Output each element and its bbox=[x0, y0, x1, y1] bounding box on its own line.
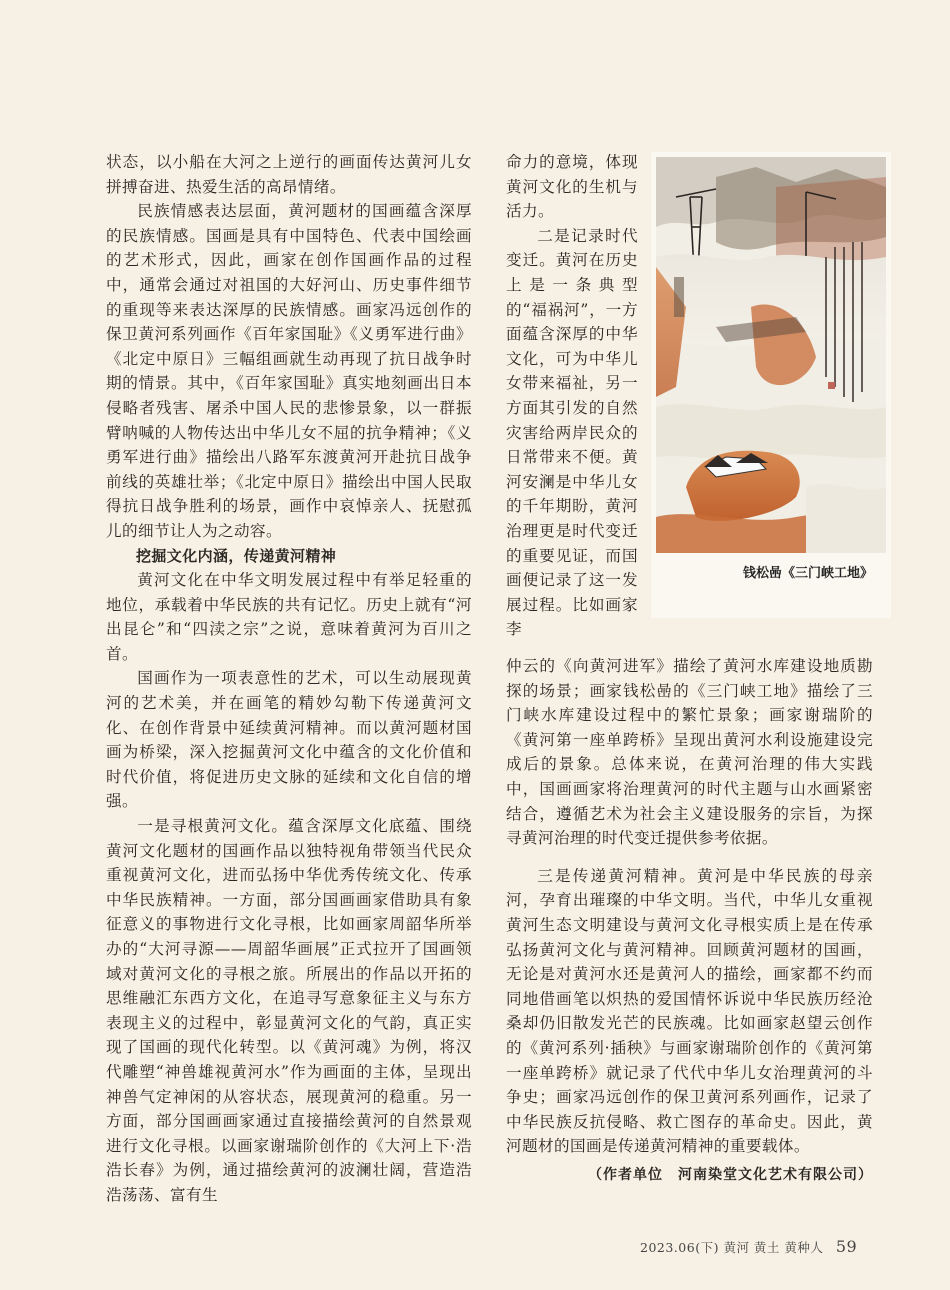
right-column-full bbox=[506, 654, 873, 1187]
painting-image bbox=[656, 157, 886, 553]
issue-date: 2023.06(下) bbox=[640, 1240, 719, 1255]
figure-caption: 钱松喦《三门峡工地》 bbox=[742, 566, 873, 581]
paragraph: 国画作为一项表意性的艺术，可以生动展现黄河的艺术美，并在画笔的精妙勾勒下传递黄河文化、在创作背景中延续黄河精神。而以黄河题材国画为桥梁，深入挖掘黄河文化中蕴含的文化价值和时代价值，将促进历史文脉的延续和文化自信的增强。 bbox=[106, 669, 472, 811]
paragraph: 一是寻根黄河文化。蕴含深厚文化底蕴、围绕黄河文化题材的国画作品以独特视角带领当代民众重视黄河文化，进而弘扬中华优秀传统文化、传承中华民族精神。一方面，部分国画画家借助具有象征意义的事物进行文化寻根，比如画家周韶华所举办的“大河寻源——周韶华画展”正式拉开了国画领域对黄河文化的寻根之旅。所展出的作品以开拓的思维融汇东西方文化，在追寻写意象征主义与东方表现主义的过程中，彰显黄河文化的气韵，真正实现了国画的现代化转型。以《黄河魂》为例，将汉代雕塑“神兽雄视黄河水”作为画面的主体，呈现出神兽气定神闲的从容状态，展现黄河的稳重。另一方面，部分国画画家通过直接描绘黄河的自然景观进行文化寻根。以画家谢瑞阶创作的《大河上下·浩浩长春》为例，通过描绘黄河的波澜壮阔，营造浩浩荡荡、富有生 bbox=[106, 817, 472, 1204]
author-affiliation: （作者单位 河南染堂文化艺术有限公司） bbox=[588, 1166, 873, 1183]
section-heading: 挖掘文化内涵，传递黄河精神 bbox=[136, 546, 337, 565]
figure bbox=[651, 152, 891, 618]
paragraph: 状态，以小船在大河之上逆行的画面传达黄河儿女拼搏奋进、热爱生活的高昂情绪。 bbox=[106, 153, 472, 196]
paragraph: 命力的意境，体现黄河文化的生机与活力。 bbox=[506, 153, 638, 221]
left-column bbox=[106, 150, 472, 1208]
paragraph: 二是记录时代变迁。黄河在历史上是一条典型的“福祸河”，一方面蕴含深厚的中华文化，可为中华儿女带来福祉，另一方面其引发的自然灾害给两岸民众的日常带来不便。黄河安澜是中华儿女的千年期盼，黄河治理更是时代变迁的重要见证，而国画便记录了这一发展过程。比如画家李 bbox=[506, 226, 638, 639]
paragraph: 民族情感表达层面，黄河题材的国画蕴含深厚的民族情感。国画是具有中国特色、代表中国绘画的艺术形式，因此，画家在创作国画作品的过程中，通常会通过对祖国的大好河山、历史事件细节的重现等来表达深厚的民族情感。画家冯远创作的保卫黄河系列画作《百年家国耻》《义勇军进行曲》《北定中原日》三幅组画就生动再现了抗日战争时期的情景。其中，《百年家国耻》真实地刻画出日本侵略者残害、屠杀中国人民的悲惨景象，以一群振臂呐喊的人物传达出中华儿女不屈的抗争精神；《义勇军进行曲》描绘出八路军东渡黄河开赴抗日战争前线的英雄壮举；《北定中原日》描绘出中国人民取得抗日战争胜利的场景，画作中哀悼亲人、抚慰孤儿的细节让人为之动容。 bbox=[106, 202, 472, 540]
right-column-narrow bbox=[506, 150, 638, 642]
page-footer bbox=[640, 1237, 857, 1256]
paragraph: 三是传递黄河精神。黄河是中华民族的母亲河，孕育出璀璨的中华文明。当代，中华儿女重视黄河生态文明建设与黄河文化寻根实质上是在传承弘扬黄河文化与黄河精神。回顾黄河题材的国画，无论是对黄河水还是黄河人的描绘，画家都不约而同地借画笔以炽热的爱国情怀诉说中华民族历经沧桑却仍旧散发光芒的民族魂。比如画家赵望云创作的《黄河系列·插秧》与画家谢瑞阶创作的《黄河第一座单跨桥》就记录了代代中华儿女治理黄河的斗争史；画家冯远创作的保卫黄河系列画作，记录了中华民族反抗侵略、救亡图存的革命史。因此，黄河题材的国画是传递黄河精神的重要载体。 bbox=[506, 866, 873, 1156]
magazine-name: 黄河 黄土 黄种人 bbox=[723, 1240, 824, 1255]
paragraph: 仲云的《向黄河进军》描绘了黄河水库建设地质勘探的场景；画家钱松喦的《三门峡工地》描绘了三门峡水库建设过程中的繁忙景象；画家谢瑞阶的《黄河第一座单跨桥》呈现出黄河水利设施建设完成后的景象。总体来说，在黄河治理的伟大实践中，国画画家将治理黄河的时代主题与山水画紧密结合，遵循艺术为社会主义建设服务的宗旨，为探寻黄河治理的时代变迁提供参考依据。 bbox=[506, 657, 873, 848]
page-number: 59 bbox=[835, 1237, 858, 1256]
paragraph: 黄河文化在中华文明发展过程中有举足轻重的地位，承载着中华民族的共有记忆。历史上就有“河出昆仑”和“四渎之宗”之说，意味着黄河为百川之首。 bbox=[106, 571, 472, 663]
